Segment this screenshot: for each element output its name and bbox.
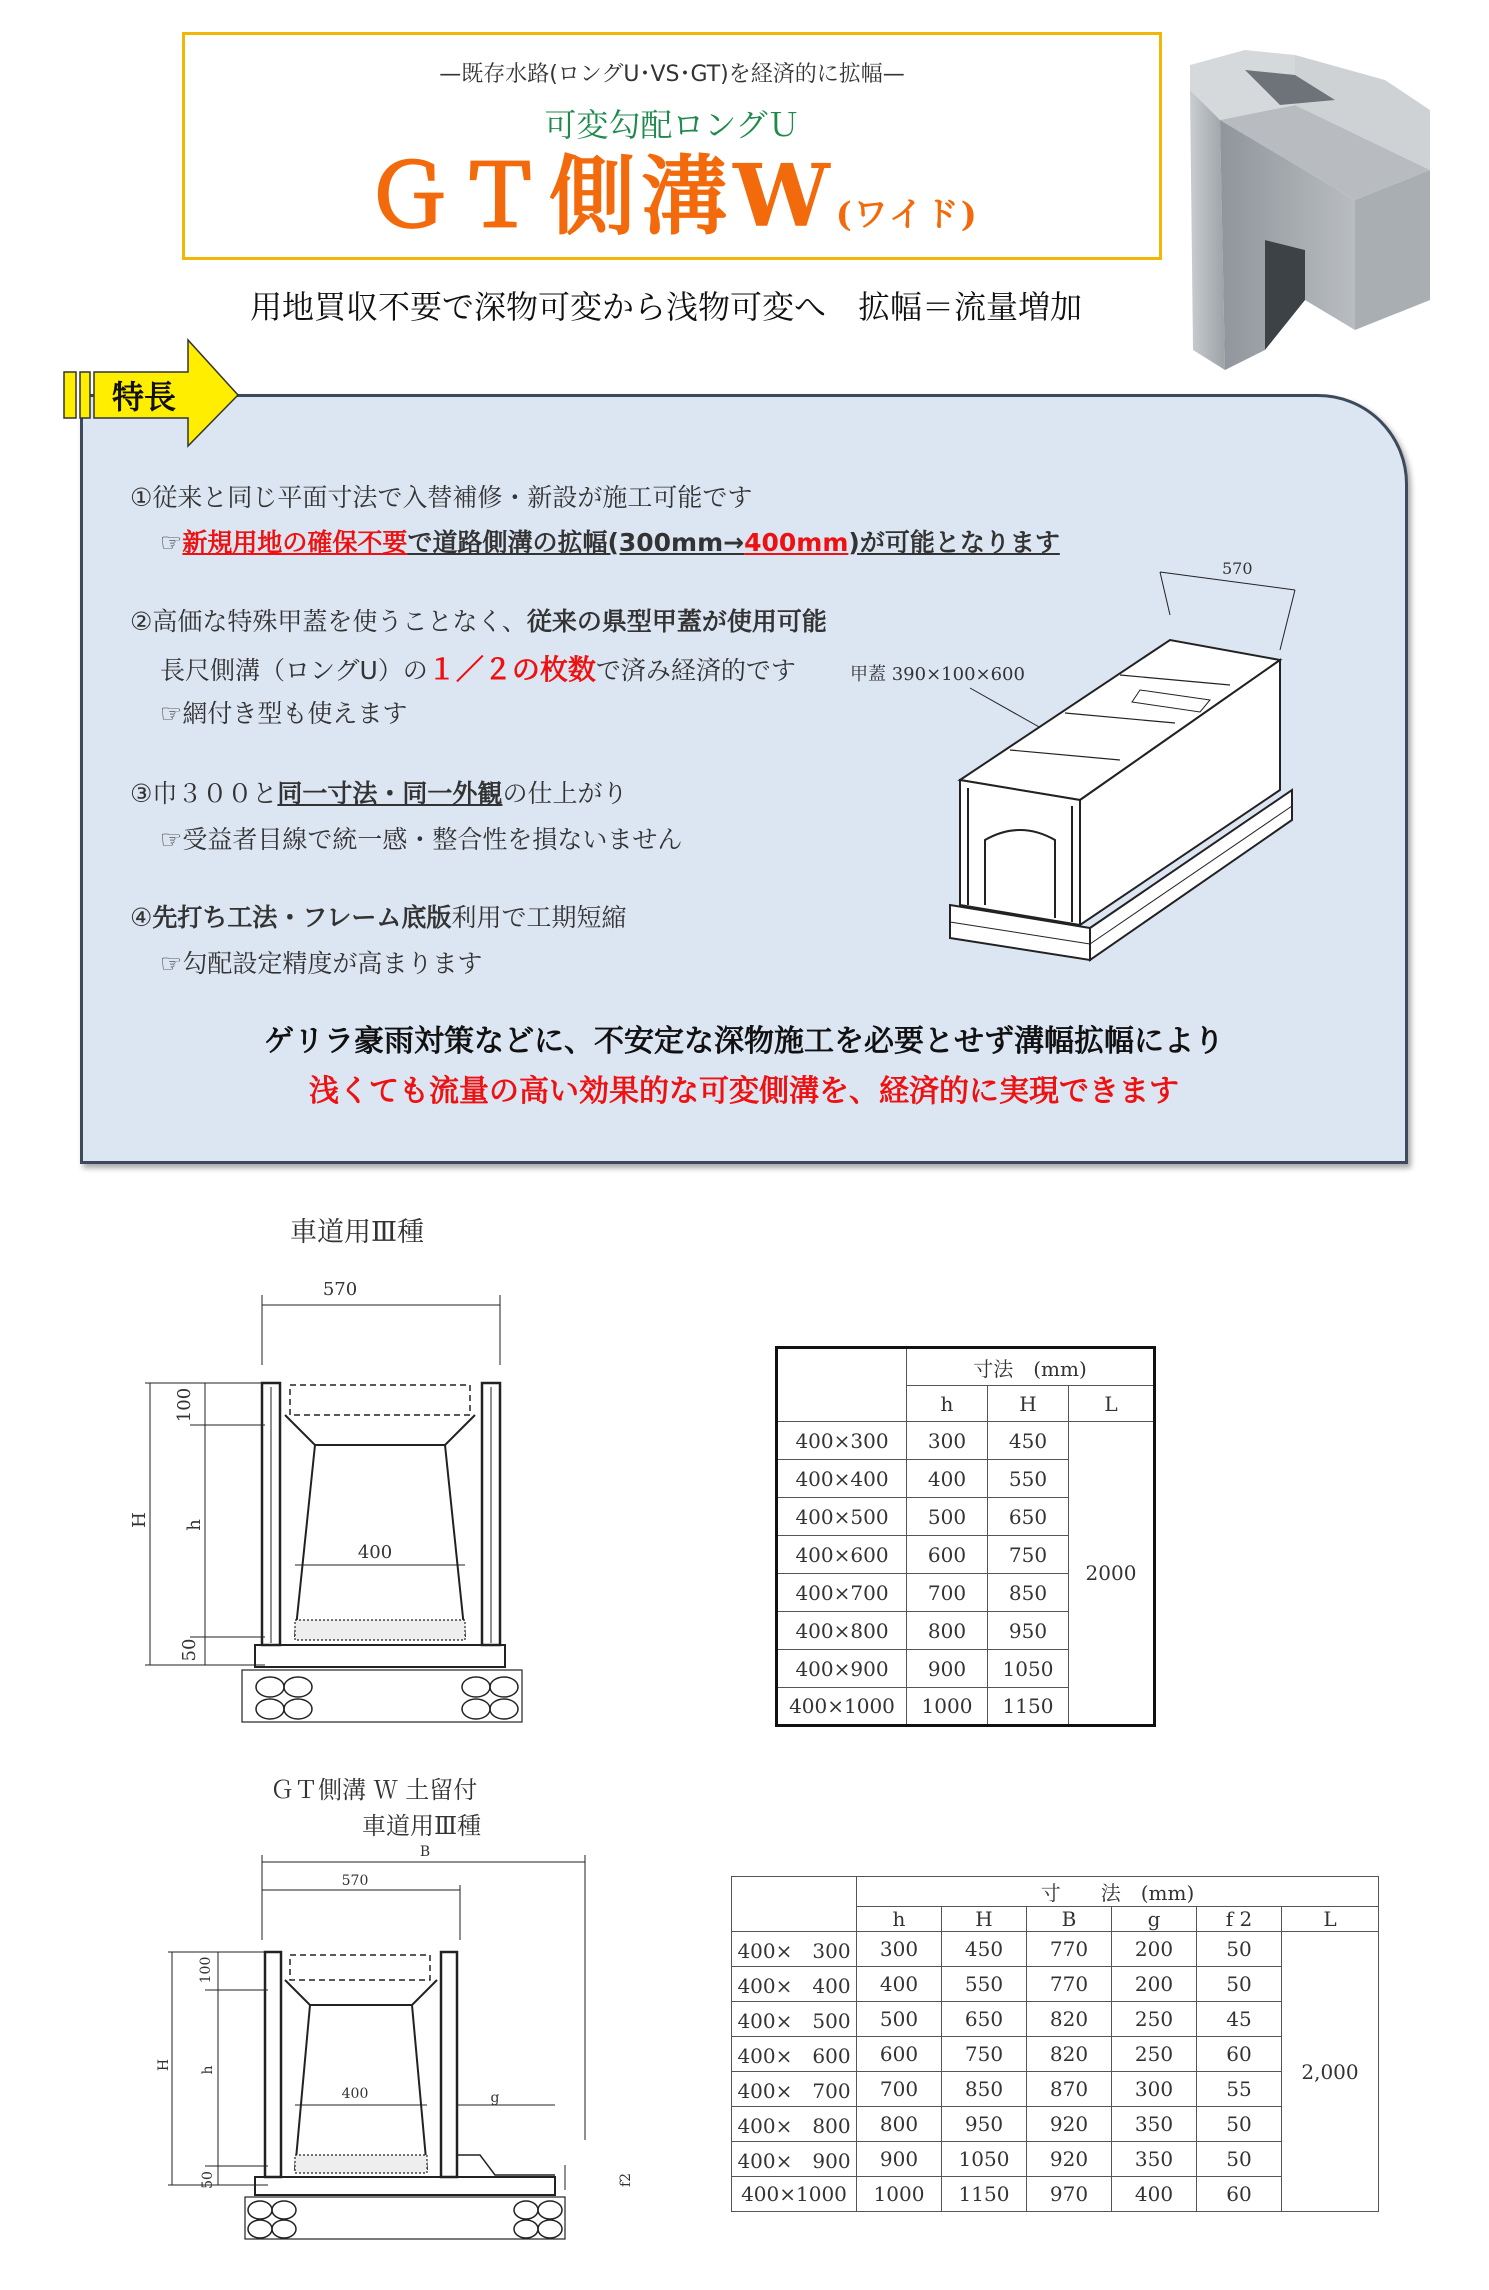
t2-g: 250 <box>1112 2037 1197 2072</box>
d1-dH: H <box>129 1512 150 1528</box>
t1-h: 600 <box>907 1536 988 1574</box>
t2-g: 350 <box>1112 2107 1197 2142</box>
feature-4-line1-b: 先打ち工法・フレーム底版 <box>152 903 452 932</box>
t1-h: 400 <box>907 1460 988 1498</box>
t2-g: 400 <box>1112 2177 1197 2212</box>
t1-L: 2000 <box>1069 1422 1155 1726</box>
t2-size: 400× 700 <box>732 2072 857 2107</box>
feature-3-line1-c: の仕上がり <box>502 779 628 808</box>
t1-H: 650 <box>988 1498 1069 1536</box>
t2-h: 800 <box>857 2107 942 2142</box>
t2-h: 600 <box>857 2037 942 2072</box>
t1-h: 800 <box>907 1612 988 1650</box>
d2-w400: 400 <box>341 2086 369 2102</box>
t2-f2: 60 <box>1197 2037 1282 2072</box>
feature-2-line1-a: ②高価な特殊甲蓋を使うことなく、 <box>130 607 527 636</box>
t2-H: 450 <box>942 1932 1027 1967</box>
t2-f2: 55 <box>1197 2072 1282 2107</box>
t2-size: 400× 500 <box>732 2002 857 2037</box>
feature-2-line2-a: 長尺側溝（ロングU）の <box>160 656 428 685</box>
feature-1-line1: ①従来と同じ平面寸法で入替補修・新設が施工可能です <box>130 483 753 512</box>
t1-group-header: 寸法 (mm) <box>907 1348 1155 1386</box>
dimension-table-1 <box>775 1346 1156 1727</box>
feature-label: 特長 <box>112 378 177 416</box>
d2-f2: f2 <box>618 2172 634 2188</box>
t1-h: 1000 <box>907 1688 988 1726</box>
t1-size: 400×1000 <box>777 1688 907 1726</box>
t1-H: 550 <box>988 1460 1069 1498</box>
feature-4-line1-a: ④ <box>130 903 153 932</box>
t2-size: 400× 900 <box>732 2142 857 2177</box>
drawing-2-caption-2: 車道用Ⅲ種 <box>362 1812 482 1840</box>
feature-1-end: )が可能となります <box>848 528 1060 557</box>
t1-H: 1150 <box>988 1688 1069 1726</box>
t1-size: 400×700 <box>777 1574 907 1612</box>
t1-H: 950 <box>988 1612 1069 1650</box>
iso-lid-label: 甲蓋 390×100×600 <box>850 664 1025 685</box>
t2-f2: 50 <box>1197 1967 1282 2002</box>
d1-d50: 50 <box>179 1638 200 1662</box>
t2-h: 700 <box>857 2072 942 2107</box>
t2-B: 770 <box>1027 1967 1112 2002</box>
t2-h: 400 <box>857 1967 942 2002</box>
t2-H: 950 <box>942 2107 1027 2142</box>
t1-col-H: H <box>988 1386 1069 1422</box>
feature-2-line2 <box>160 648 796 688</box>
t1-H: 1050 <box>988 1650 1069 1688</box>
product-photo <box>1185 50 1430 375</box>
d2-dh: h <box>200 2065 216 2075</box>
section-drawing-1 <box>130 1265 540 1735</box>
t2-h: 300 <box>857 1932 942 1967</box>
feature-4-line1 <box>130 898 626 934</box>
feature-2-line2-red: １／２の枚数 <box>427 653 596 686</box>
t2-size: 400× 800 <box>732 2107 857 2142</box>
t2-group-header: 寸 法 (mm) <box>857 1877 1379 1907</box>
feature-1-red: 新規用地の確保不要 <box>182 528 408 557</box>
feature-1-red2: 400mm <box>744 528 849 557</box>
t1-size: 400×600 <box>777 1536 907 1574</box>
d2-d50: 50 <box>200 2171 216 2189</box>
table-row <box>732 2107 1379 2142</box>
summary-line-2: 浅くても流量の高い効果的な可変側溝を、経済的に実現できます <box>309 1074 1179 1109</box>
t2-H: 550 <box>942 1967 1027 2002</box>
t2-h: 500 <box>857 2002 942 2037</box>
d1-d100: 100 <box>174 1387 195 1423</box>
t1-h: 700 <box>907 1574 988 1612</box>
t2-col-L: L <box>1282 1907 1379 1932</box>
t2-B: 820 <box>1027 2037 1112 2072</box>
t2-g: 250 <box>1112 2002 1197 2037</box>
t2-H: 1150 <box>942 2177 1027 2212</box>
t2-H: 650 <box>942 2002 1027 2037</box>
feature-2-line1 <box>130 602 827 638</box>
t1-h: 300 <box>907 1422 988 1460</box>
table-row <box>777 1422 1155 1460</box>
table-row <box>732 2177 1379 2212</box>
t1-h: 500 <box>907 1498 988 1536</box>
t2-H: 850 <box>942 2072 1027 2107</box>
t2-H: 1050 <box>942 2142 1027 2177</box>
t2-col-f2: f 2 <box>1197 1907 1282 1932</box>
t2-f2: 45 <box>1197 2002 1282 2037</box>
tagline: 用地買収不要で深物可変から浅物可変へ 拡幅＝流量増加 <box>250 288 1083 326</box>
feature-3-line2: ☞受益者目線で統一感・整合性を損ないません <box>160 825 683 854</box>
pointer-icon: ☞ <box>160 528 183 557</box>
d2-dH: H <box>156 2058 172 2072</box>
t1-size: 400×800 <box>777 1612 907 1650</box>
t2-h: 900 <box>857 2142 942 2177</box>
d2-w570: 570 <box>341 1873 369 1889</box>
product-name-suffix: (ワイド) <box>835 195 979 235</box>
summary-line-1: ゲリラ豪雨対策などに、不安定な深物施工を必要とせず溝幅拡幅により <box>264 1024 1224 1059</box>
d1-dh: h <box>184 1519 205 1531</box>
feature-3-line1-a: ③巾３００と <box>130 779 278 808</box>
table-row <box>732 2072 1379 2107</box>
isometric-drawing <box>840 550 1300 970</box>
t2-B: 970 <box>1027 2177 1112 2212</box>
t2-h: 1000 <box>857 2177 942 2212</box>
title-box <box>182 32 1162 260</box>
subhead: —既存水路(ロングU･VS･GT)を経済的に拡幅— <box>439 62 905 87</box>
t2-g: 200 <box>1112 1967 1197 2002</box>
t2-g: 200 <box>1112 1932 1197 1967</box>
t2-f2: 50 <box>1197 2142 1282 2177</box>
t2-col-h: h <box>857 1907 942 1932</box>
t2-g: 300 <box>1112 2072 1197 2107</box>
d2-d100: 100 <box>198 1956 214 1984</box>
t2-size: 400× 600 <box>732 2037 857 2072</box>
dimension-table-2 <box>731 1876 1379 2212</box>
t2-B: 820 <box>1027 2002 1112 2037</box>
t1-blank <box>777 1348 907 1422</box>
t1-size: 400×500 <box>777 1498 907 1536</box>
d2-B: B <box>419 1844 431 1860</box>
feature-2-line3: ☞網付き型も使えます <box>160 699 408 728</box>
table-row <box>732 2002 1379 2037</box>
t2-col-B: B <box>1027 1907 1112 1932</box>
t1-size: 400×300 <box>777 1422 907 1460</box>
d1-w570: 570 <box>322 1279 358 1300</box>
t2-blank <box>732 1877 857 1932</box>
t1-H: 750 <box>988 1536 1069 1574</box>
product-name <box>185 146 1159 247</box>
t2-f2: 60 <box>1197 2177 1282 2212</box>
d2-g: g <box>490 2090 500 2106</box>
t2-L: 2,000 <box>1282 1932 1379 2212</box>
t1-H: 850 <box>988 1574 1069 1612</box>
t2-size: 400× 300 <box>732 1932 857 1967</box>
table-row <box>732 2142 1379 2177</box>
t1-size: 400×900 <box>777 1650 907 1688</box>
feature-4-line2: ☞勾配設定精度が高まります <box>160 949 483 978</box>
t2-col-H: H <box>942 1907 1027 1932</box>
t2-B: 770 <box>1027 1932 1112 1967</box>
feature-2-line1-b: 従来の県型甲蓋が使用可能 <box>526 607 827 636</box>
t1-h: 900 <box>907 1650 988 1688</box>
table-row <box>732 2037 1379 2072</box>
t2-B: 870 <box>1027 2072 1112 2107</box>
t1-col-L: L <box>1069 1386 1155 1422</box>
feature-3-line1-b: 同一寸法・同一外観 <box>277 779 503 808</box>
feature-4-line1-c: 利用で工期短縮 <box>451 903 627 932</box>
feature-2-line2-b: で済み経済的です <box>595 656 796 685</box>
t2-B: 920 <box>1027 2142 1112 2177</box>
t2-size: 400×1000 <box>732 2177 857 2212</box>
t2-f2: 50 <box>1197 1932 1282 1967</box>
table-row <box>732 1967 1379 2002</box>
t1-H: 450 <box>988 1422 1069 1460</box>
product-line: 可変勾配ロングＵ <box>544 106 800 144</box>
drawing-1-caption: 車道用Ⅲ種 <box>290 1217 425 1248</box>
t2-B: 920 <box>1027 2107 1112 2142</box>
t2-f2: 50 <box>1197 2107 1282 2142</box>
d1-w400: 400 <box>357 1542 393 1563</box>
section-drawing-2 <box>150 1840 634 2260</box>
product-name-main: ＧＴ側溝W <box>365 146 836 247</box>
t2-g: 350 <box>1112 2142 1197 2177</box>
table-row <box>732 1932 1379 1967</box>
t2-col-g: g <box>1112 1907 1197 1932</box>
feature-1-mid: で道路側溝の拡幅(300mm→ <box>407 528 745 557</box>
feature-3-line1 <box>130 774 627 810</box>
drawing-2-caption-1: ＧＴ側溝 Ｗ 土留付 <box>270 1776 478 1804</box>
t2-H: 750 <box>942 2037 1027 2072</box>
iso-width-label: 570 <box>1222 559 1253 578</box>
t2-size: 400× 400 <box>732 1967 857 2002</box>
t1-size: 400×400 <box>777 1460 907 1498</box>
t1-col-h: h <box>907 1386 988 1422</box>
